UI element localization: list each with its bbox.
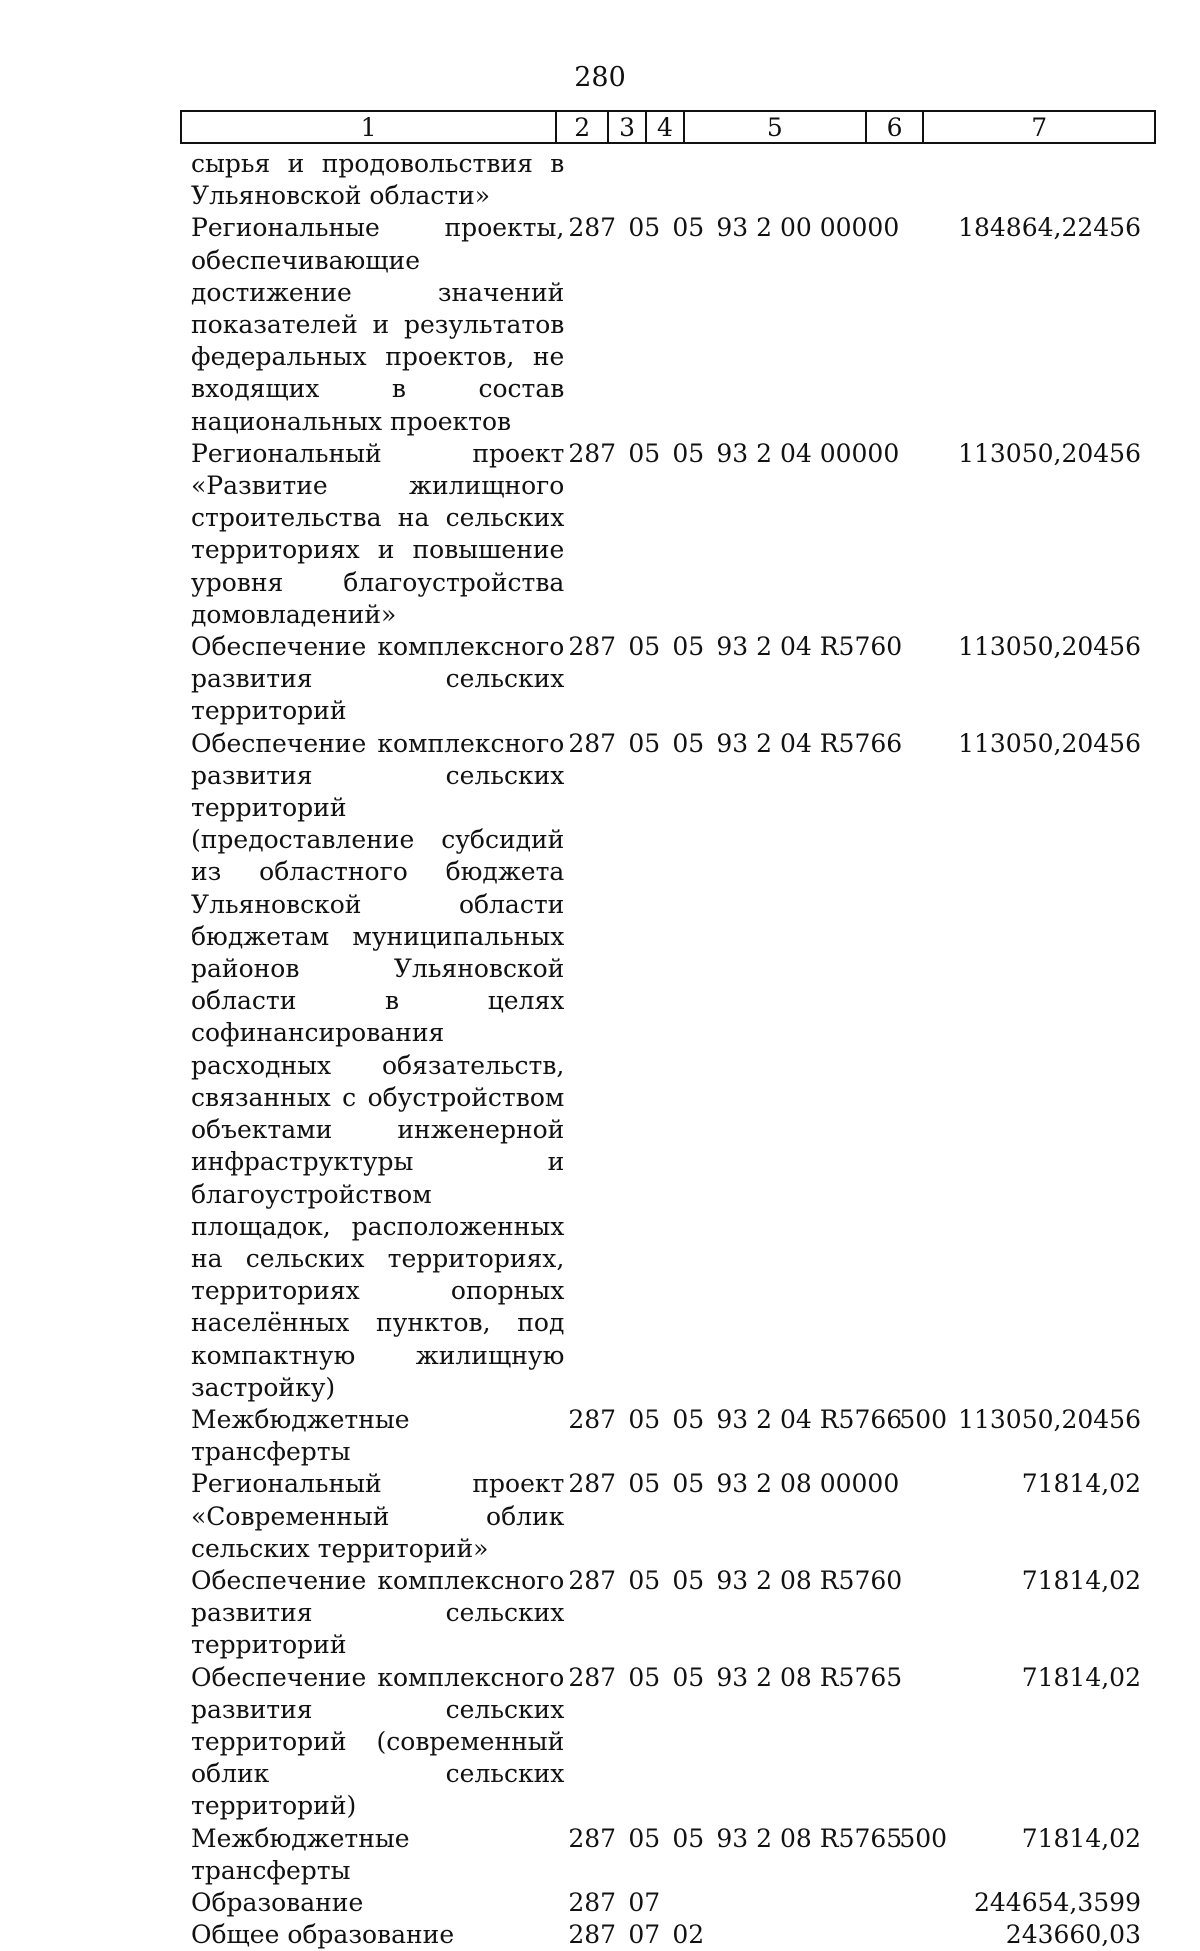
row-name: Региональный проект «Развитие жилищного строительства на сельских территориях и повышение уровня благоустройства домовладений» <box>191 438 565 629</box>
expense-type-code <box>899 1565 943 1597</box>
row-name: Обеспечение комплексного развития сельских территорий (предоставление субсидий из областного бюджета Ульяновской области бюджетам муниципальных районов Ульяновской области в целях софинансирования расходных обязательств, связанных с обустройством объектами инженерной инфраструктуры и благоустройством площадок, расположенных на сельских территориях, территориях опорных населённых пунктов, под компактную жилищную застройку) <box>191 728 565 1402</box>
row-name: сырья и продовольствия в Ульяновской области» <box>191 149 565 211</box>
subsection-code: 05 <box>672 632 705 662</box>
subsection-code: 05 <box>672 1469 705 1499</box>
row-codes <box>564 1887 943 1919</box>
row-name: Обеспечение комплексного развития сельских территорий <box>191 1565 565 1660</box>
budget-code: 287 <box>568 213 617 243</box>
row-codes <box>564 438 943 470</box>
subsection-code: 05 <box>672 728 705 758</box>
section-code: 05 <box>628 728 661 758</box>
table-row <box>191 148 1141 212</box>
subsection-code: 05 <box>672 1565 705 1595</box>
target-article-code: 93 2 04 R5760 <box>716 632 903 662</box>
target-article-code <box>716 1887 899 1919</box>
table-row <box>191 1404 1141 1468</box>
budget-code: 287 <box>568 632 617 662</box>
row-name: Региональные проекты, обеспечивающие достижение значений показателей и результатов федеральных проектов, не входящих в состав национальных проектов <box>191 213 565 436</box>
header-col-1: 1 <box>182 112 557 142</box>
target-article-code <box>716 1919 899 1951</box>
target-article-code: 93 2 08 R5765 <box>716 1662 903 1692</box>
section-code: 05 <box>628 1565 661 1595</box>
table-row <box>191 1468 1141 1565</box>
table-row <box>191 1887 1141 1919</box>
subsection-code: 05 <box>672 438 705 468</box>
row-amount: 71814,02 <box>1021 1823 1141 1853</box>
budget-code: 287 <box>568 1662 617 1692</box>
header-col-6: 6 <box>867 112 925 142</box>
row-codes <box>564 1823 948 1855</box>
table-row <box>191 631 1141 728</box>
row-amount: 244654,3599 <box>973 1887 1141 1917</box>
row-amount: 113050,20456 <box>958 632 1141 662</box>
budget-code: 287 <box>568 1823 617 1853</box>
table-header <box>180 110 1156 144</box>
subsection-code: 05 <box>672 1662 705 1692</box>
subsection-code: 05 <box>672 1823 705 1853</box>
row-amount: 113050,20456 <box>958 1404 1141 1434</box>
subsection-code <box>672 1887 716 1919</box>
row-name: Межбюджетные трансферты <box>191 1404 410 1467</box>
row-amount: 71814,02 <box>1021 1469 1141 1499</box>
expense-type-code <box>899 1662 943 1694</box>
budget-code: 287 <box>568 1920 617 1950</box>
subsection-code: 02 <box>672 1920 705 1950</box>
table-row <box>191 212 1141 437</box>
target-article-code: 93 2 08 00000 <box>716 1469 900 1499</box>
section-code: 05 <box>628 438 661 468</box>
target-article-code: 93 2 08 R5760 <box>716 1565 903 1595</box>
section-code: 05 <box>628 1823 661 1853</box>
table-row <box>191 728 1141 1404</box>
section-code: 05 <box>628 213 661 243</box>
header-col-4: 4 <box>647 112 685 142</box>
target-article-code: 93 2 00 00000 <box>716 213 900 243</box>
section-code: 05 <box>628 1662 661 1692</box>
table-row <box>191 1565 1141 1662</box>
header-col-2: 2 <box>557 112 609 142</box>
row-codes <box>564 212 943 244</box>
target-article-code: 93 2 08 R5765 <box>716 1823 903 1853</box>
header-col-3: 3 <box>609 112 647 142</box>
row-codes <box>564 1404 948 1436</box>
page-number: 280 <box>574 62 626 93</box>
budget-code: 287 <box>568 1469 617 1499</box>
section-code: 05 <box>628 632 661 662</box>
section-code: 05 <box>628 1404 661 1434</box>
row-name: Обеспечение комплексного развития сельских территорий (современный облик сельских территорий) <box>191 1662 565 1821</box>
row-codes <box>564 728 943 760</box>
row-codes <box>564 1468 943 1500</box>
row-codes <box>564 1565 943 1597</box>
expense-type-code <box>899 631 943 663</box>
expense-type-code <box>899 212 943 244</box>
row-codes <box>564 631 943 663</box>
row-amount: 184864,22456 <box>958 213 1141 243</box>
header-col-5: 5 <box>685 112 867 142</box>
budget-code: 287 <box>568 438 617 468</box>
row-amount: 243660,03 <box>1005 1920 1141 1950</box>
budget-code: 287 <box>568 728 617 758</box>
expense-type-code <box>899 438 943 470</box>
expense-type-code <box>899 1887 943 1919</box>
subsection-code: 05 <box>672 1404 705 1434</box>
row-amount: 71814,02 <box>1021 1565 1141 1595</box>
target-article-code: 93 2 04 R5766 <box>716 728 903 758</box>
row-name: Обеспечение комплексного развития сельских территорий <box>191 632 565 726</box>
target-article-code: 93 2 04 00000 <box>716 438 900 468</box>
table-row <box>191 1823 1141 1887</box>
header-col-7: 7 <box>1031 112 1048 142</box>
row-codes <box>564 1919 943 1951</box>
table-body <box>191 148 1141 1951</box>
budget-code: 287 <box>568 1887 617 1917</box>
row-name: Межбюджетные трансферты <box>191 1823 410 1885</box>
row-amount: 113050,20456 <box>958 438 1141 468</box>
expense-type-code <box>899 728 943 760</box>
row-name: Региональный проект «Современный облик сельских территорий» <box>191 1469 565 1563</box>
section-code: 07 <box>628 1920 661 1950</box>
budget-code: 287 <box>568 1404 617 1434</box>
subsection-code: 05 <box>672 213 705 243</box>
row-name: Общее образование <box>191 1920 455 1950</box>
table-row <box>191 1662 1141 1823</box>
section-code: 05 <box>628 1469 661 1499</box>
expense-type-code: 500 <box>899 1404 948 1434</box>
section-code: 07 <box>628 1887 661 1917</box>
table-row <box>191 1919 1141 1951</box>
target-article-code: 93 2 04 R5766 <box>716 1404 903 1434</box>
expense-type-code: 500 <box>899 1823 948 1853</box>
row-name: Образование <box>191 1887 364 1917</box>
row-codes <box>564 1662 943 1694</box>
expense-type-code <box>899 1919 943 1951</box>
row-amount: 113050,20456 <box>958 728 1141 758</box>
row-amount: 71814,02 <box>1021 1662 1141 1692</box>
budget-code: 287 <box>568 1565 617 1595</box>
expense-type-code <box>899 1468 943 1500</box>
table-row <box>191 438 1141 631</box>
